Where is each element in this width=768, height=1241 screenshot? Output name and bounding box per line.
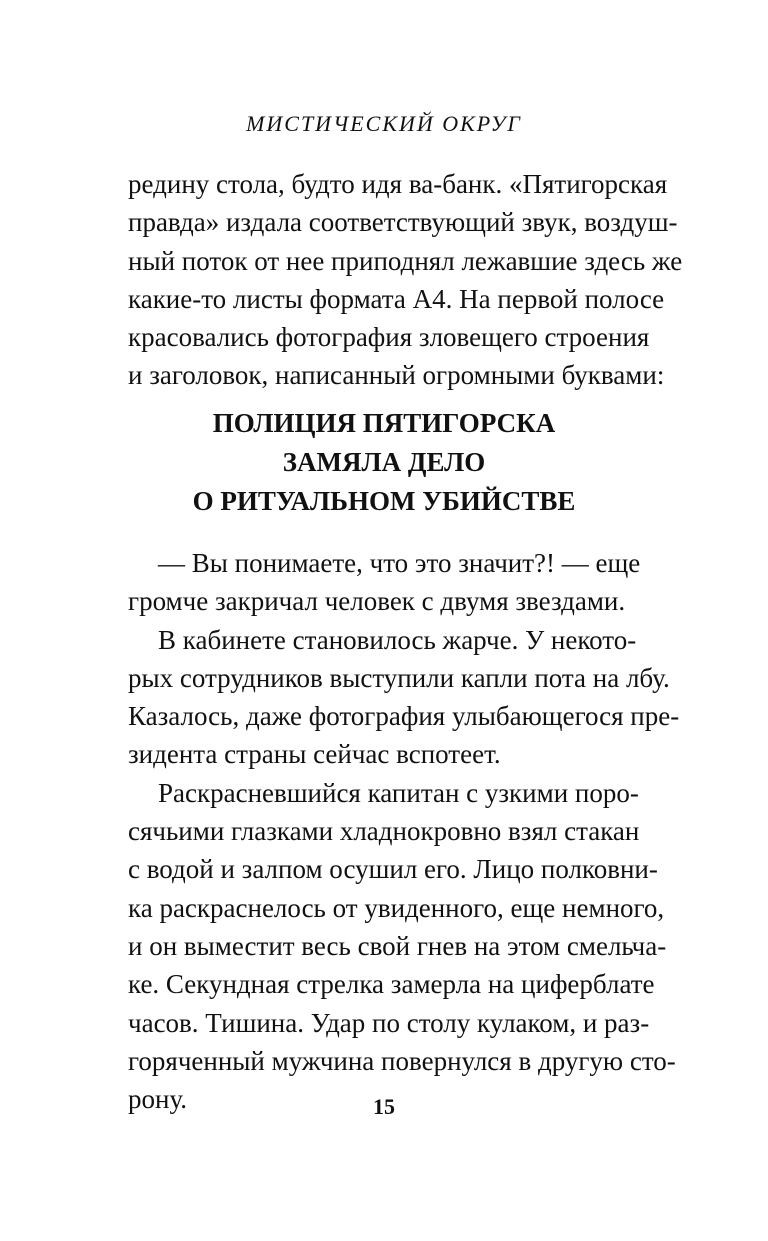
text-line: ный поток от нее приподнял лежавшие здесь же xyxy=(128,245,683,276)
text-line: рых сотрудников выступили капли пота на лбу. xyxy=(128,662,670,693)
text-line: Раскрасневшийся капитан с узкими поро- xyxy=(158,777,639,808)
page-number: 15 xyxy=(373,1094,395,1119)
text-line: часов. Тишина. Удар по столу кулаком, и раз- xyxy=(128,1007,650,1038)
newspaper-headline xyxy=(0,404,768,521)
text-line: и заголовок, написанный огромными буквами: xyxy=(128,360,665,391)
text-line: В кабинете становилось жарче. У некото- xyxy=(158,624,637,655)
text-line: с водой и залпом осушил его. Лицо полковни- xyxy=(128,854,658,885)
headline-line: ПОЛИЦИЯ ПЯТИГОРСКА xyxy=(212,408,556,438)
headline-line: О РИТУАЛЬНОМ УБИЙСТВЕ xyxy=(192,486,576,516)
text-line: сячьими глазками хладнокровно взял стакан xyxy=(128,816,640,847)
text-line: какие-то листы формата А4. На первой полосе xyxy=(128,283,665,314)
headline-line: ЗАМЯЛА ДЕЛО xyxy=(282,447,486,477)
text-line: правда» издала соответствующий звук, воздуш- xyxy=(128,207,678,238)
text-line: рону. xyxy=(128,1084,187,1115)
text-line: ке. Секундная стрелка замерла на циферблате xyxy=(128,969,655,1000)
text-line: редину стола, будто идя ва-банк. «Пятигорская xyxy=(128,169,668,199)
text-line: ка раскраснелось от увиденного, еще немного, xyxy=(128,892,665,923)
main-text xyxy=(128,544,680,1118)
text-line: горяченный мужчина повернулся в другую сто- xyxy=(128,1045,676,1076)
text-line: Казалось, даже фотография улыбающегося пре- xyxy=(128,701,680,732)
text-line: зидента страны сейчас вспотеет. xyxy=(128,739,501,770)
text-line: — Вы понимаете, что это значит?! — еще xyxy=(158,548,641,578)
paragraph-4 xyxy=(128,774,676,1119)
paragraph-3 xyxy=(128,621,680,774)
paragraph-2 xyxy=(128,544,641,621)
running-head: МИСТИЧЕСКИЙ ОКРУГ xyxy=(246,111,522,136)
text-line: громче закричал человек с двумя звездами. xyxy=(128,586,626,617)
text-line: и он выместит весь свой гнев на этом смельча- xyxy=(128,930,667,961)
paragraph-1 xyxy=(128,165,683,395)
text-line: красовались фотография зловещего строения xyxy=(128,322,650,353)
